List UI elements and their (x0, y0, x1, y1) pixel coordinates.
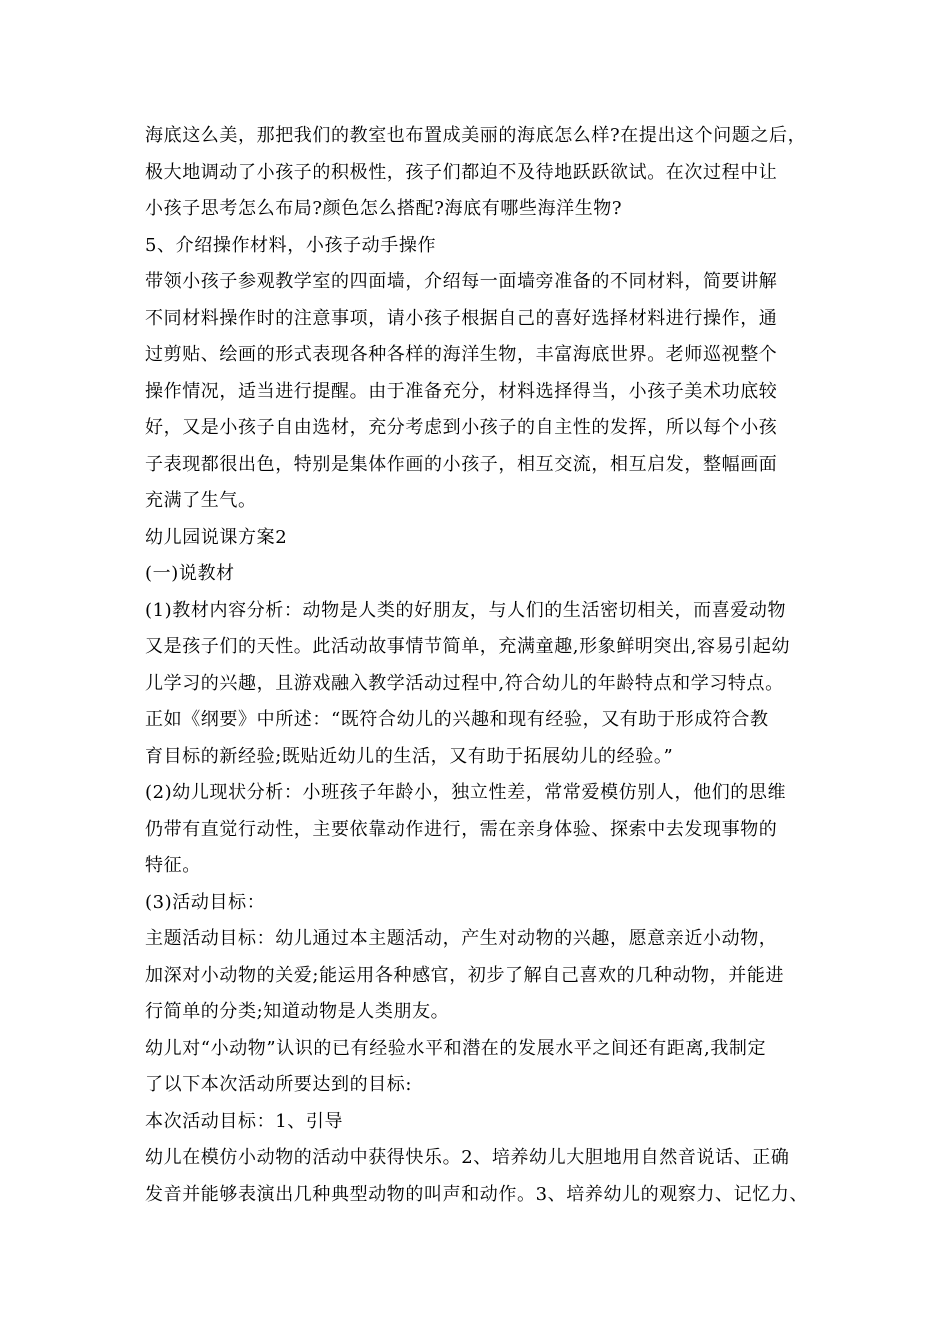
text-line: 海底这么美，那把我们的教室也布置成美丽的海底怎么样?在提出这个问题之后， (145, 125, 807, 146)
text-line: 加深对小动物的关爱;能运用各种感官，初步了解自己喜欢的几种动物，并能进 (145, 964, 785, 986)
text-line: 操作情况，适当进行提醒。由于准备充分，材料选择得当，小孩子美术功底较 (145, 380, 778, 402)
text-line: 带领小孩子参观教学室的四面墙，介绍每一面墙旁准备的不同材料，简要讲解 (145, 271, 778, 292)
text-line: 育目标的新经验;既贴近幼儿的生活，又有助于拓展幼儿的经验。” (145, 745, 674, 767)
text-line: (1)教材内容分析：动物是人类的好朋友，与人们的生活密切相关，而喜爱动物 (145, 599, 787, 621)
text-line: 特征。 (145, 855, 201, 876)
text-line: 了以下本次活动所要达到的目标: (145, 1074, 413, 1095)
document-title: 幼儿园说课方案2 (145, 526, 288, 548)
text-line: 幼儿在模仿小动物的活动中获得快乐。2、培养幼儿大胆地用自然音说话、正确 (145, 1147, 790, 1168)
text-line: 过剪贴、绘画的形式表现各种各样的海洋生物，丰富海底世界。老师巡视整个 (145, 344, 778, 365)
text-line: 本次活动目标：1、引导 (145, 1110, 344, 1132)
text-line: 不同材料操作时的注意事项，请小孩子根据自己的喜好选择材料进行操作，通 (145, 307, 778, 329)
text-line: 好，又是小孩子自由选材，充分考虑到小孩子的自主性的发挥，所以每个小孩 (145, 417, 778, 438)
section-heading: 5、介绍操作材料，小孩子动手操作 (145, 234, 437, 256)
text-line: (2)幼儿现状分析：小班孩子年龄小，独立性差，常常爱模仿别人，他们的思维 (145, 782, 787, 803)
text-line: 主题活动目标：幼儿通过本主题活动，产生对动物的兴趣，愿意亲近小动物， (145, 928, 778, 949)
text-line: 行简单的分类;知道动物是人类朋友。 (145, 1001, 450, 1022)
text-line: 幼儿对“小动物”认识的已有经验水平和潜在的发展水平之间还有距离,我制定 (145, 1037, 767, 1059)
text-line: 极大地调动了小孩子的积极性，孩子们都迫不及待地跃跃欲试。在次过程中让 (145, 161, 778, 183)
text-line: 发音并能够表演出几种典型动物的叫声和动作。3、培养幼儿的观察力、记忆力、 (145, 1183, 809, 1205)
text-line: 儿学习的兴趣，且游戏融入教学活动过程中,符合幼儿的年龄特点和学习特点。 (145, 672, 784, 694)
text-line: 仍带有直觉行动性，主要依靠动作进行，需在亲身体验、探索中去发现事物的 (145, 818, 778, 840)
document-body (145, 118, 825, 1213)
text-line: 正如《纲要》中所述：“既符合幼儿的兴趣和现有经验，又有助于形成符合教 (145, 709, 769, 730)
text-line: 小孩子思考怎么布局?颜色怎么搭配?海底有哪些海洋生物? (145, 198, 623, 219)
text-line: 子表现都很出色，特别是集体作画的小孩子，相互交流，相互启发，整幅画面 (145, 453, 778, 475)
section-heading: (3)活动目标： (145, 891, 266, 913)
text-line: 又是孩子们的天性。此活动故事情节简单，充满童趣,形象鲜明突出,容易引起幼 (145, 636, 791, 657)
text-line: 充满了生气。 (145, 490, 257, 511)
section-heading: (一)说教材 (145, 563, 235, 584)
